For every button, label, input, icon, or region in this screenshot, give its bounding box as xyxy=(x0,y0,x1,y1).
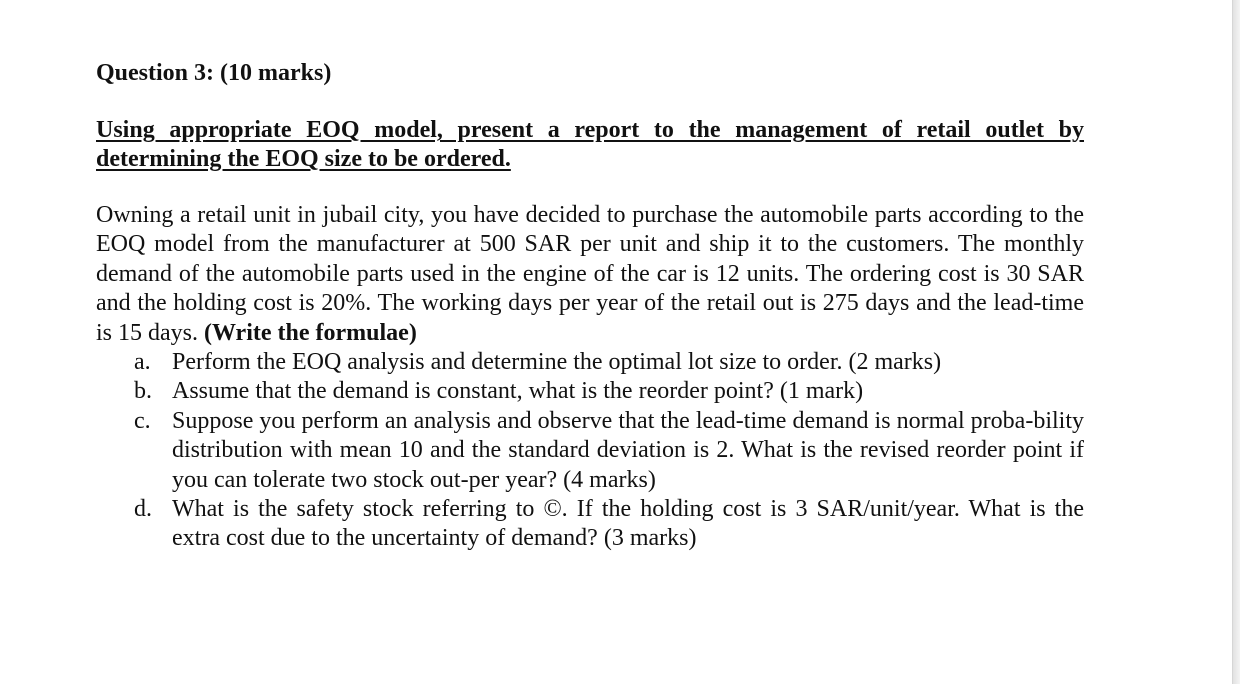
sub-question-text: Suppose you perform an analysis and observe that the lead-time demand is normal proba-bility distribution with mean 10 and the standard deviation is 2. What is the revised reorder point if you can tolerate two stock out-per year? (4 marks) xyxy=(172,407,1084,493)
formula-note: (Write the formulae) xyxy=(204,319,417,346)
sub-question-d xyxy=(96,495,1084,554)
sub-question-letter: a. xyxy=(134,349,151,376)
sub-question-c xyxy=(96,407,1084,495)
sub-question-letter: d. xyxy=(134,496,152,523)
sub-question-letter: b. xyxy=(134,378,152,405)
scenario-text: Owning a retail unit in jubail city, you have decided to purchase the automobile parts according to the EOQ model from the manufacturer at 500 SAR per unit and ship it to the customers. The monthly demand of the automobile parts used in the engine of the car is 12 units. The ordering cost is 30 SAR and the holding cost is 20%. The working days per year of the retail out is 275 days and the lead-time is 15 days. xyxy=(96,202,1084,346)
sub-question-b xyxy=(96,377,1084,406)
question-title: Question 3: (10 marks) xyxy=(96,60,332,86)
sub-question-text: Perform the EOQ analysis and determine the optimal lot size to order. (2 marks) xyxy=(172,349,942,376)
window-scrollbar-edge[interactable] xyxy=(1232,0,1240,684)
sub-question-letter: c. xyxy=(134,407,151,434)
question-body xyxy=(96,201,1084,348)
question-instruction: Using appropriate EOQ model, present a report to the management of retail outlet by determining the EOQ size to be ordered. xyxy=(96,117,1084,172)
sub-question-list xyxy=(96,348,1084,554)
sub-question-text: Assume that the demand is constant, what is the reorder point? (1 mark) xyxy=(172,378,864,405)
sub-question-text: What is the safety stock referring to ©. If the holding cost is 3 SAR/unit/year. What is the extra cost due to the uncertainty of demand? (3 marks) xyxy=(172,496,1084,552)
question-block xyxy=(96,58,1084,554)
sub-question-a xyxy=(96,348,1084,377)
